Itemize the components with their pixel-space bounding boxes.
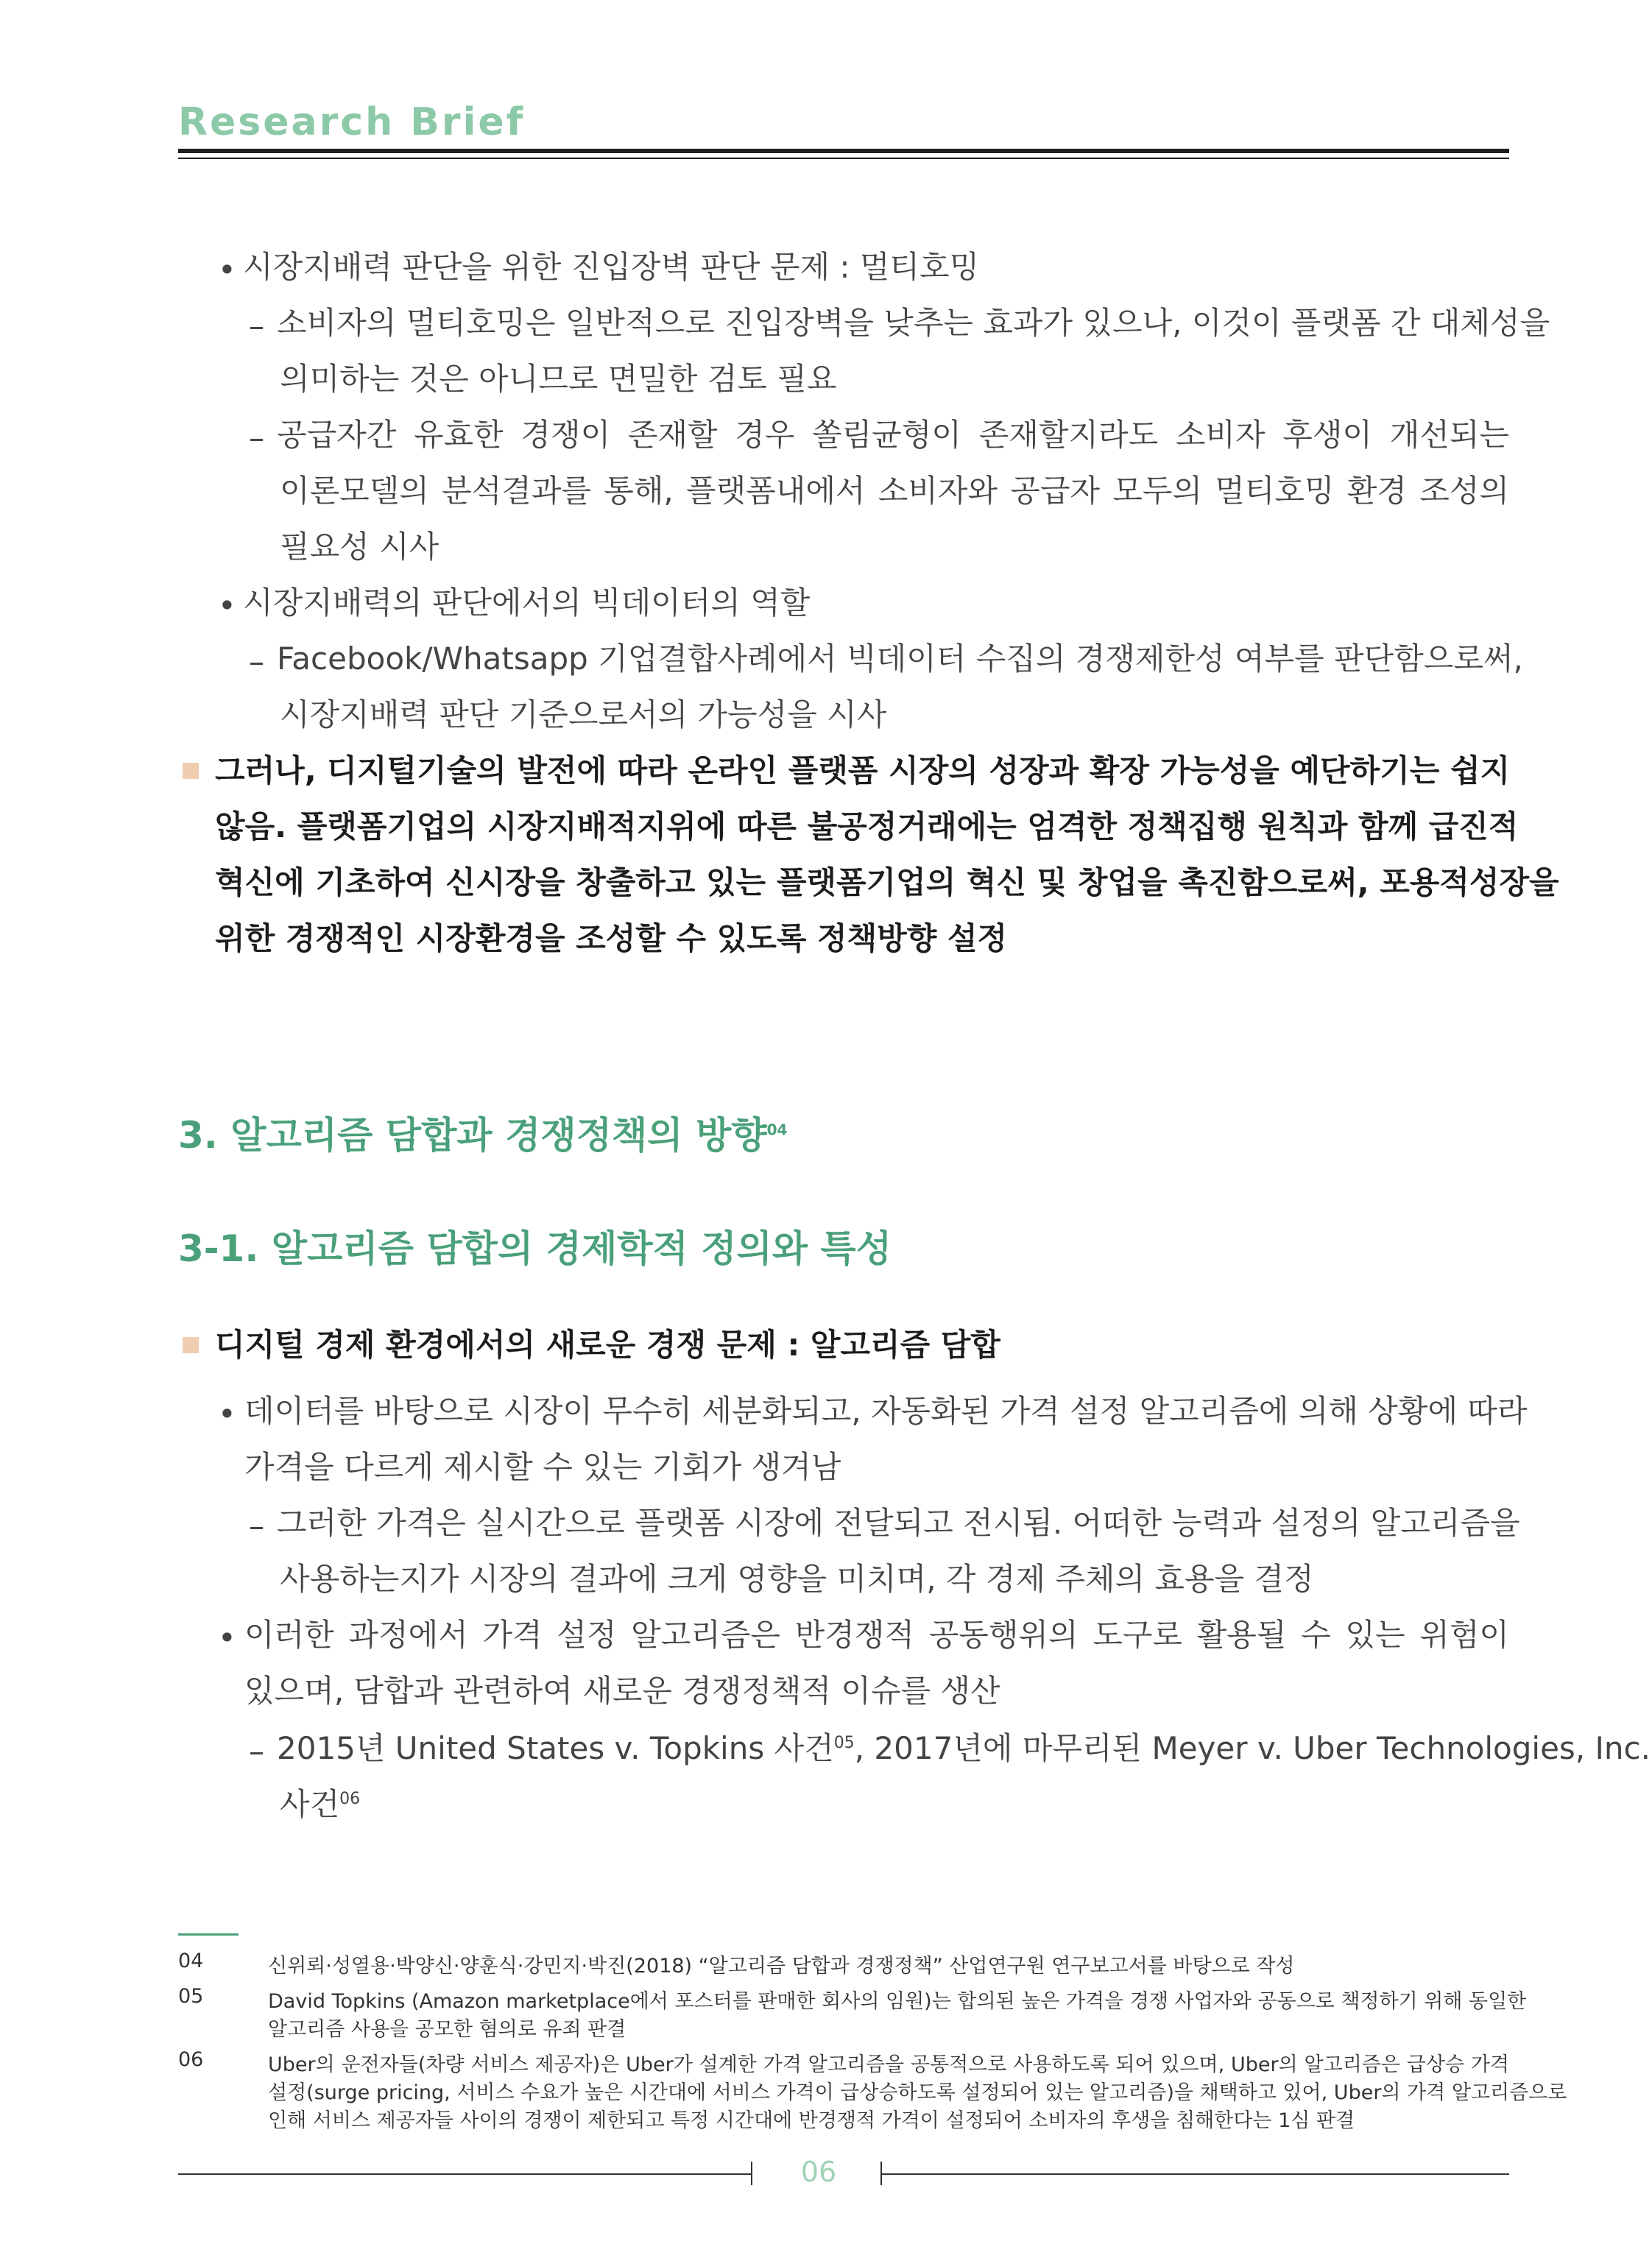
page-number: 06 bbox=[800, 2156, 837, 2188]
case-text: 사건 bbox=[280, 1786, 340, 1822]
footnote-text-cont: 알고리즘 사용을 공모한 혐의로 유죄 판결 bbox=[268, 2018, 626, 2041]
dash-text: 그러한 가격은 실시간으로 플랫폼 시장에 전달되고 전시됨. 어떠한 능력과 설정의 알고리즘을 bbox=[277, 1505, 1520, 1541]
footnote-ref: 05 bbox=[833, 1734, 855, 1752]
bullet-text: 데이터를 바탕으로 시장이 무수히 세분화되고, 자동화된 가격 설정 알고리즘에 의해 상황에 따라 bbox=[244, 1393, 1528, 1429]
case-text: 2015년 United States v. Topkins 사건 bbox=[277, 1730, 834, 1766]
dash-text: Facebook/Whatsapp 기업결합사례에서 빅데이터 수집의 경쟁제한성 여부를 판단함으로써, bbox=[277, 641, 1523, 677]
bullet-text-cont: 있으며, 담합과 관련하여 새로운 경쟁정책적 이슈를 생산 bbox=[244, 1673, 1000, 1709]
dash-text-cont: 이론모델의 분석결과를 통해, 플랫폼내에서 소비자와 공급자 모두의 멀티호밍 환경 조성의 bbox=[280, 473, 1509, 509]
dash-marker: – bbox=[249, 1733, 264, 1769]
bullet-text: 시장지배력 판단을 위한 진입장벽 판단 문제 : 멀티호밍 bbox=[243, 249, 980, 285]
bullet-text-cont: 가격을 다르게 제시할 수 있는 기회가 생겨남 bbox=[244, 1449, 841, 1485]
dash-text-cont: 사용하는지가 시장의 결과에 크게 영향을 미치며, 각 경제 주체의 효용을 결정 bbox=[280, 1561, 1314, 1597]
dash-text-cont: 필요성 시사 bbox=[280, 529, 440, 565]
dash-text-cont bbox=[280, 1786, 361, 1822]
bullet-dot: • bbox=[218, 1396, 236, 1432]
dash-marker: – bbox=[249, 308, 264, 344]
bullet-text: 시장지배력의 판단에서의 빅데이터의 역할 bbox=[243, 585, 811, 621]
summary-paragraph-line: 않음. 플랫폼기업의 시장지배적지위에 따른 불공정거래에는 엄격한 정책집행 원칙과 함께 급진적 bbox=[215, 808, 1519, 844]
section-heading-text: 3. 알고리즘 담합과 경쟁정책의 방향 bbox=[178, 1114, 767, 1157]
section-heading bbox=[178, 1106, 787, 1159]
square-bullet bbox=[183, 1337, 199, 1353]
footnote-rule bbox=[178, 1933, 239, 1936]
footnote-number: 06 bbox=[178, 2048, 204, 2071]
bullet-text: 이러한 과정에서 가격 설정 알고리즘은 반경쟁적 공동행위의 도구로 활용될 수 있는 위험이 bbox=[244, 1617, 1509, 1653]
footnote-ref: 04 bbox=[766, 1121, 788, 1139]
item-title: 디지털 경제 환경에서의 새로운 경쟁 문제 : 알고리즘 담합 bbox=[215, 1327, 1000, 1363]
dash-marker: – bbox=[249, 1508, 264, 1544]
footnote-text: Uber의 운전자들(차량 서비스 제공자)은 Uber가 설계한 가격 알고리즘을 공통적으로 사용하도록 되어 있으며, Uber의 알고리즘은 급상승 가격 bbox=[268, 2053, 1509, 2076]
header-rule-thin bbox=[178, 158, 1509, 159]
footnote-text: 신위뢰·성열용·박양신·양훈식·강민지·박진(2018) “알고리즘 담합과 경쟁정책” 산업연구원 연구보고서를 바탕으로 작성 bbox=[268, 1955, 1295, 1978]
dash-marker: – bbox=[249, 420, 264, 456]
footnote-number: 04 bbox=[178, 1950, 204, 1972]
footnote-text-cont: 설정(surge pricing, 서비스 수요가 높은 시간대에 서비스 가격이 급상승하도록 설정되어 있는 알고리즘)을 채택하고 있어, Uber의 가격 알고리즘으로 bbox=[268, 2081, 1567, 2104]
dash-text bbox=[277, 1730, 1651, 1766]
dash-text-cont: 시장지배력 판단 기준으로서의 가능성을 시사 bbox=[280, 696, 887, 733]
summary-paragraph-line: 위한 경쟁적인 시장환경을 조성할 수 있도록 정책방향 설정 bbox=[215, 920, 1008, 956]
footnote-text-cont: 인해 서비스 제공자들 사이의 경쟁이 제한되고 특정 시간대에 반경쟁적 가격이 설정되어 소비자의 후생을 침해한다는 1심 판결 bbox=[268, 2109, 1355, 2132]
bullet-dot: • bbox=[218, 252, 236, 288]
footer-tick bbox=[751, 2162, 752, 2185]
square-bullet bbox=[183, 763, 199, 779]
footnote-number: 05 bbox=[178, 1985, 204, 2008]
subsection-heading: 3-1. 알고리즘 담합의 경제학적 정의와 특성 bbox=[178, 1227, 892, 1270]
bullet-dot: • bbox=[218, 1620, 236, 1656]
summary-paragraph-line: 혁신에 기초하여 신시장을 창출하고 있는 플랫폼기업의 혁신 및 창업을 촉진함으로써, 포용적성장을 bbox=[215, 864, 1559, 900]
dash-text-part bbox=[277, 1730, 1651, 1766]
footer-rule bbox=[880, 2173, 1509, 2175]
case-text: , 2017년에 마무리된 Meyer v. Uber Technologies, Inc. bbox=[854, 1730, 1651, 1766]
dash-text: 공급자간 유효한 경쟁이 존재할 경우 쏠림균형이 존재할지라도 소비자 후생이 개선되는 bbox=[277, 417, 1509, 453]
summary-paragraph-line: 그러나, 디지털기술의 발전에 따라 온라인 플랫폼 시장의 성장과 확장 가능성을 예단하기는 쉽지 bbox=[215, 752, 1511, 789]
footnote-ref: 06 bbox=[339, 1790, 361, 1808]
footer-rule bbox=[178, 2173, 752, 2175]
header-rule bbox=[178, 149, 1509, 153]
header-title: Research Brief bbox=[178, 100, 526, 144]
bullet-dot: • bbox=[218, 588, 236, 624]
footnote-text: David Topkins (Amazon marketplace에서 포스터를 판매한 회사의 임원)는 합의된 높은 가격을 경쟁 사업자와 공동으로 책정하기 위해 동일한 bbox=[268, 1990, 1527, 2013]
dash-text-cont: 의미하는 것은 아니므로 면밀한 검토 필요 bbox=[280, 361, 837, 397]
dash-text: 소비자의 멀티호밍은 일반적으로 진입장벽을 낮추는 효과가 있으나, 이것이 플랫폼 간 대체성을 bbox=[277, 305, 1550, 341]
dash-marker: – bbox=[249, 643, 264, 680]
